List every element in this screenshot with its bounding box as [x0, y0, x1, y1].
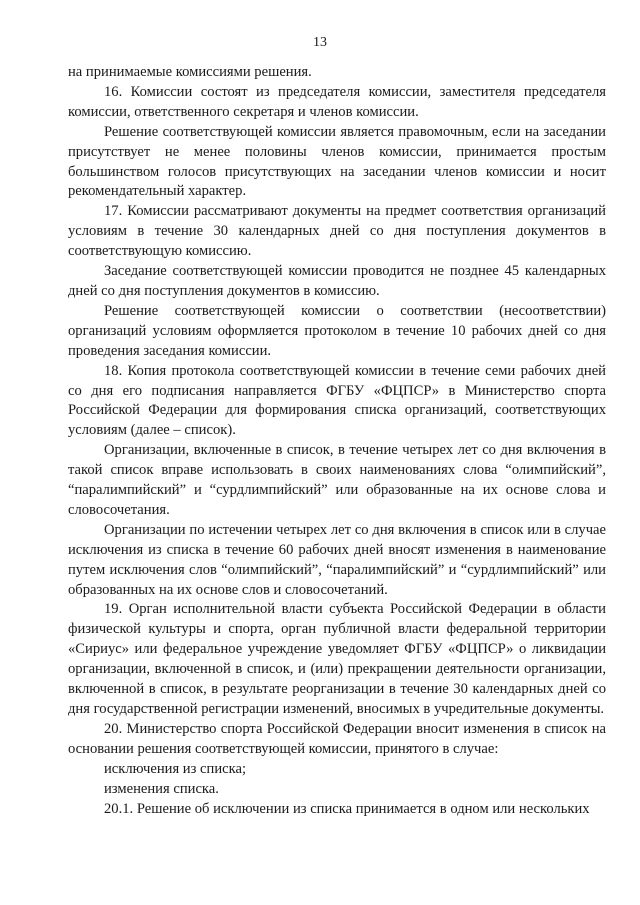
page-number: 13 — [313, 35, 327, 50]
paragraph-1: на принимаемые комиссиями решения. — [68, 64, 312, 80]
paragraph-8: Организации, включенные в список, в течение четырех лет со дня включения в такой список вправе использовать в своих наименованиях слова “олимпийский”, “паралимпийский” и “сурдлимпийский” или образованные на их основе слова и словосочетания. — [68, 442, 606, 518]
paragraph-14: 20.1. Решение об исключении из списка принимается в одном или нескольких — [104, 800, 590, 817]
paragraph-10: 19. Орган исполнительной власти субъекта Российской Федерации в области физической культуры и спорта, орган публичной власти федеральной территории «Сириус» или федеральное учреждение уведомляет ФГБУ «ФЦПСР» о ликвидации организации, включенной в список, и (или) прекращении деятельности организации, включенной в список, в результате реорганизации в течение 30 календарных дней со дня государственной регистрации изменений, вносимых в учредительные документы. — [68, 601, 606, 717]
paragraph-5: Заседание соответствующей комиссии проводится не позднее 45 календарных дней со дня поступления документов в комиссию. — [68, 263, 606, 299]
document-body — [68, 63, 606, 819]
paragraph-3: Решение соответствующей комиссии является правомочным, если на заседании присутствует не менее половины членов комиссии, принимается простым большинством голосов присутствующих на заседании членов комиссии и носит рекомендательный характер. — [68, 123, 606, 200]
paragraph-11: 20. Министерство спорта Российской Федерации вносит изменения в список на основании решения соответствующей комиссии, принятого в случае: — [68, 720, 606, 757]
paragraph-2: 16. Комиссии состоят из председателя комиссии, заместителя председателя комиссии, ответственного секретаря и членов комиссии. — [68, 83, 606, 120]
paragraph-6: Решение соответствующей комиссии о соответствии (несоответствии) организаций условиям оформляется протоколом в течение 10 рабочих дней со дня проведения заседания комиссии. — [68, 302, 606, 359]
paragraph-13: изменения списка. — [104, 780, 219, 797]
paragraph-12: исключения из списка; — [104, 760, 247, 777]
paragraph-4: 17. Комиссии рассматривают документы на предмет соответствия организаций условиям в течение 30 календарных дней со дня поступления документов в соответствующую комиссию. — [68, 203, 606, 260]
paragraph-7: 18. Копия протокола соответствующей комиссии в течение семи рабочих дней со дня его подписания направляется ФГБУ «ФЦПСР» в Министерство спорта Российской Федерации для формирования списка организаций, соответствующих условиям (далее – список). — [68, 362, 606, 439]
paragraph-9: Организации по истечении четырех лет со дня включения в список или в случае исключения из списка в течение 60 рабочих дней вносят изменения в наименование путем исключения слов “олимпийский”, “паралимпийский” и “сурдлимпийский” или образованных на их основе слов и словосочетаний. — [68, 521, 606, 598]
